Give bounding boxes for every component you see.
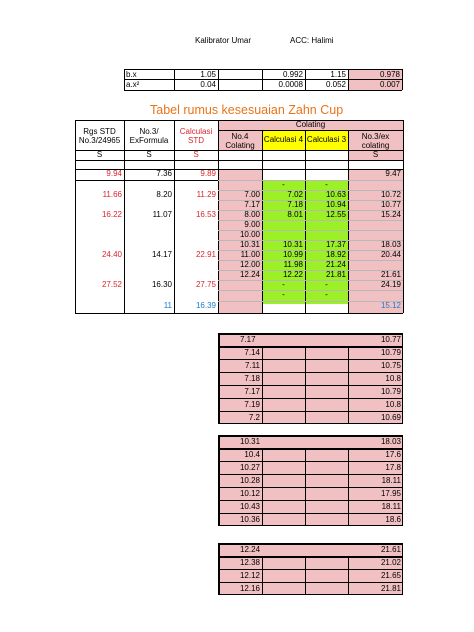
table-cell-no3: 8.20 (156, 190, 172, 199)
group-row-right: 21.81 (380, 584, 401, 593)
header-calculasi-std: Calculasi STD (179, 127, 213, 146)
table-cell-no4: 11.00 (240, 250, 260, 259)
group-head-left: 10.31 (240, 437, 261, 446)
group-head-right: 21.61 (380, 545, 401, 554)
table-cell-c4: 11.98 (283, 260, 303, 269)
group-row-right: 10.79 (380, 348, 401, 357)
table-cell-no4: 8.00 (244, 210, 260, 219)
group-row-left: 12.16 (239, 584, 260, 593)
group-row-right: 10.8 (385, 374, 401, 383)
group-row-right: 18.11 (381, 476, 401, 485)
table-cell-calc: 9.89 (200, 169, 216, 178)
table-cell-calc: 11.29 (196, 190, 216, 199)
table-cell-c3: 10.94 (325, 200, 346, 209)
table-cell-no3ex: 9.47 (385, 169, 401, 178)
summary-label: b.x (126, 70, 137, 79)
group-head-right: 10.77 (380, 335, 401, 344)
group-row-right: 10.69 (380, 413, 401, 422)
table-cell-c4: - (282, 280, 285, 289)
group-row-left: 7.18 (244, 374, 260, 383)
table-cell-no4: 12.24 (239, 270, 260, 279)
group-row-left: 10.4 (244, 450, 260, 459)
group-row-right: 18.11 (381, 502, 401, 511)
table-cell-calc: 27.75 (195, 280, 216, 289)
table-cell-c4: - (282, 180, 285, 189)
table-cell-no4: 9.00 (244, 220, 260, 229)
group-row-left: 10.27 (239, 463, 260, 472)
table-cell-no3ex: 18.03 (380, 240, 401, 249)
table-cell-c3: - (325, 180, 328, 189)
calibrator-label: Kalibrator Umar (195, 36, 252, 45)
group-row-left: 10.28 (239, 476, 260, 485)
table-cell-c3: 17.37 (325, 240, 346, 249)
group-row-right: 17.8 (385, 463, 401, 472)
table-cell-no4: 10.00 (239, 230, 260, 239)
group-row-left: 7.19 (244, 400, 260, 409)
table-cell-c3: 21.24 (325, 260, 346, 269)
group-row-right: 21.02 (380, 558, 401, 567)
summary-value: 0.0008 (278, 80, 303, 89)
header-no4-colating: No.4 Colating (225, 132, 255, 151)
header-colating: Colating (295, 120, 326, 129)
table-cell-c4: 7.18 (287, 200, 303, 209)
page-title: Tabel rumus kesesuaian Zahn Cup (150, 103, 344, 117)
acc-label: ACC: Halimi (290, 36, 334, 45)
table-cell-no3: 11 (163, 301, 172, 310)
table-cell-no3ex: 15.12 (380, 301, 401, 310)
table-cell-no3ex: 10.77 (380, 200, 401, 209)
group-row-left: 12.12 (239, 571, 260, 580)
header-no3-ex-colating: No.3/ex colating (361, 132, 390, 151)
table-cell-c4: 12.22 (282, 270, 303, 279)
table-cell-calc: 22.91 (195, 250, 216, 259)
group-row-right: 10.8 (385, 400, 401, 409)
table-cell-no4: 10.31 (239, 240, 260, 249)
table-cell-c4: 7.02 (287, 190, 303, 199)
table-cell-no3: 11.07 (152, 210, 172, 219)
table-cell-no4: 7.00 (244, 190, 260, 199)
unit-no3: S (146, 150, 152, 159)
table-cell-c4: - (282, 290, 285, 299)
group-row-right: 17.6 (385, 450, 401, 459)
summary-value: 0.04 (200, 80, 216, 89)
group-head-left: 12.24 (240, 545, 261, 554)
summary-value: 0.052 (325, 80, 346, 89)
header-rgs-std: Rgs STD No.3/24965 (78, 127, 121, 146)
unit-calc: S (193, 150, 199, 159)
group-head-right: 18.03 (380, 437, 401, 446)
group-row-right: 17.95 (380, 489, 401, 498)
table-cell-no3: 7.36 (156, 169, 172, 178)
summary-value: 0.992 (282, 70, 303, 79)
table-cell-rgs: 27.52 (101, 280, 122, 289)
table-cell-no3ex: 24.19 (380, 280, 401, 289)
summary-value: 0.007 (379, 80, 400, 89)
table-cell-no3ex: 21.61 (380, 270, 401, 279)
table-cell-no3: 16.30 (151, 280, 172, 289)
group-row-left: 7.11 (245, 361, 260, 370)
group-row-left: 7.17 (244, 387, 260, 396)
table-cell-c3: 18.92 (325, 250, 346, 259)
table-cell-rgs: 11.66 (102, 190, 122, 199)
table-cell-no3ex: 20.44 (380, 250, 401, 259)
header-calculasi-4: Calculasi 4 (263, 135, 304, 144)
group-row-left: 12.38 (239, 558, 260, 567)
table-cell-no3: 14.17 (151, 250, 172, 259)
unit-rgs: S (96, 150, 103, 159)
table-cell-rgs: 24.40 (101, 250, 122, 259)
group-row-right: 10.79 (380, 387, 401, 396)
table-cell-c4: 10.31 (282, 240, 303, 249)
table-cell-no4: 7.17 (244, 200, 260, 209)
group-row-right: 10.75 (380, 361, 401, 370)
summary-label: a.x² (126, 80, 140, 89)
table-cell-no4: 12.00 (239, 260, 260, 269)
summary-value: 1.15 (330, 70, 346, 79)
group-row-left: 10.36 (239, 515, 260, 524)
table-cell-c3: 10.63 (325, 190, 346, 199)
table-cell-c3: 21.81 (325, 270, 346, 279)
group-row-right: 18.6 (385, 515, 401, 524)
summary-value: 1.05 (200, 70, 216, 79)
group-row-right: 21.65 (380, 571, 401, 580)
table-cell-no3ex: 15.24 (380, 210, 401, 219)
header-calculasi-3: Calculasi 3 (306, 135, 347, 144)
table-cell-no3ex: 10.72 (380, 190, 401, 199)
table-cell-calc: 16.53 (195, 210, 216, 219)
table-cell-calc: 16.39 (195, 301, 216, 310)
table-cell-c3: - (325, 280, 328, 289)
table-cell-c4: 8.01 (287, 210, 303, 219)
group-row-left: 7.14 (244, 348, 260, 357)
table-cell-c3: - (325, 290, 328, 299)
table-cell-rgs: 16.22 (101, 210, 122, 219)
table-cell-c3: 12.55 (325, 210, 346, 219)
group-row-left: 10.12 (239, 489, 260, 498)
table-cell-c4: 10.99 (282, 250, 303, 259)
table-cell-rgs: 9.94 (106, 169, 122, 178)
header-no3-exformula: No.3/ ExFormula (129, 127, 169, 146)
group-row-left: 10.43 (239, 502, 260, 511)
unit-no3ex: S (372, 150, 379, 159)
group-head-left: 7.17 (240, 335, 256, 344)
group-row-left: 7.2 (248, 413, 260, 422)
summary-value: 0.978 (379, 70, 400, 79)
